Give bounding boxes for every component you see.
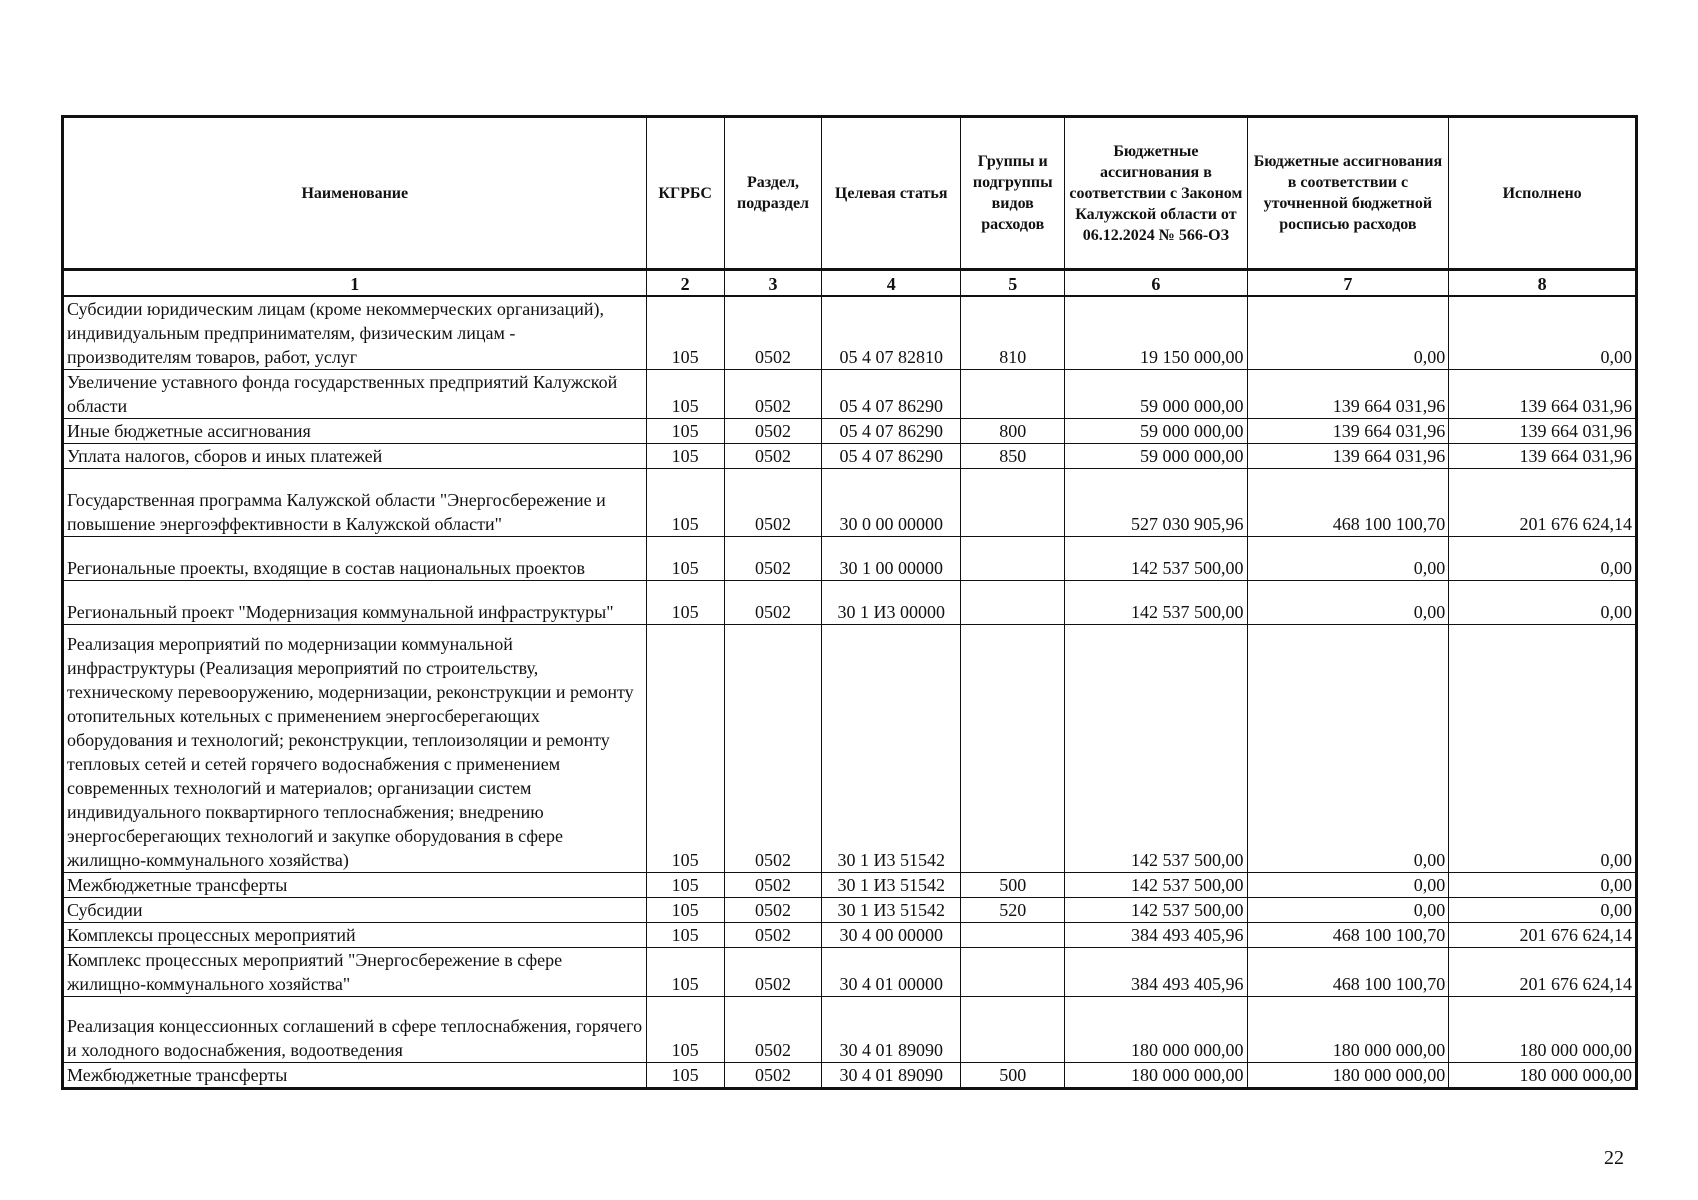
table-row	[63, 296, 1637, 370]
table-row	[63, 581, 1637, 625]
cell-executed: 0,00	[1449, 873, 1637, 898]
table-row	[63, 948, 1637, 997]
cell-section: 0502	[724, 1063, 822, 1089]
table-row	[63, 444, 1637, 469]
header-name: Наименование	[63, 117, 647, 270]
page-number: 22	[1604, 1147, 1624, 1169]
cell-kgrbs: 105	[646, 419, 724, 444]
cell-name: Реализация концессионных соглашений в сфере теплоснабжения, горячего и холодного водоснабжения, водоотведения	[63, 997, 647, 1063]
cell-law-allocation: 180 000 000,00	[1065, 997, 1247, 1063]
cell-expense-group	[961, 625, 1065, 873]
cell-refined-allocation: 0,00	[1247, 581, 1449, 625]
table-row	[63, 419, 1637, 444]
budget-execution-table	[61, 115, 1638, 1090]
header-section: Раздел, подраздел	[724, 117, 822, 270]
cell-target-article: 30 0 00 00000	[822, 469, 961, 537]
cell-law-allocation: 142 537 500,00	[1065, 537, 1247, 581]
header-executed: Исполнено	[1449, 117, 1637, 270]
cell-name: Комплекс процессных мероприятий "Энергосбережение в сфере жилищно-коммунального хозяйства"	[63, 948, 647, 997]
cell-section: 0502	[724, 419, 822, 444]
table-row	[63, 370, 1637, 419]
cell-expense-group	[961, 581, 1065, 625]
cell-name: Межбюджетные трансферты	[63, 1063, 647, 1089]
cell-executed: 139 664 031,96	[1449, 444, 1637, 469]
cell-section: 0502	[724, 625, 822, 873]
cell-target-article: 30 4 00 00000	[822, 923, 961, 948]
cell-target-article: 30 4 01 00000	[822, 948, 961, 997]
cell-section: 0502	[724, 370, 822, 419]
cell-kgrbs: 105	[646, 1063, 724, 1089]
cell-expense-group	[961, 923, 1065, 948]
cell-law-allocation: 180 000 000,00	[1065, 1063, 1247, 1089]
cell-refined-allocation: 139 664 031,96	[1247, 444, 1449, 469]
cell-refined-allocation: 468 100 100,70	[1247, 948, 1449, 997]
cell-executed: 201 676 624,14	[1449, 948, 1637, 997]
cell-kgrbs: 105	[646, 581, 724, 625]
cell-expense-group	[961, 537, 1065, 581]
cell-name: Увеличение уставного фонда государственных предприятий Калужской области	[63, 370, 647, 419]
cell-target-article: 30 1 И3 51542	[822, 898, 961, 923]
header-refined-allocation: Бюджетные ассигнования в соответствии с уточненной бюджетной росписью расходов	[1247, 117, 1449, 270]
cell-name: Уплата налогов, сборов и иных платежей	[63, 444, 647, 469]
cell-refined-allocation: 0,00	[1247, 898, 1449, 923]
cell-law-allocation: 59 000 000,00	[1065, 444, 1247, 469]
cell-executed: 180 000 000,00	[1449, 1063, 1637, 1089]
cell-section: 0502	[724, 469, 822, 537]
cell-refined-allocation: 468 100 100,70	[1247, 923, 1449, 948]
cell-target-article: 30 1 И3 51542	[822, 873, 961, 898]
cell-kgrbs: 105	[646, 444, 724, 469]
cell-section: 0502	[724, 923, 822, 948]
cell-refined-allocation: 0,00	[1247, 873, 1449, 898]
cell-section: 0502	[724, 581, 822, 625]
cell-law-allocation: 59 000 000,00	[1065, 419, 1247, 444]
cell-target-article: 05 4 07 86290	[822, 419, 961, 444]
cell-kgrbs: 105	[646, 873, 724, 898]
cell-refined-allocation: 139 664 031,96	[1247, 419, 1449, 444]
cell-expense-group: 520	[961, 898, 1065, 923]
cell-name: Субсидии юридическим лицам (кроме некоммерческих организаций), индивидуальным предпринимателям, физическим лицам - производителям товаров, работ, услуг	[63, 296, 647, 370]
cell-section: 0502	[724, 873, 822, 898]
cell-kgrbs: 105	[646, 997, 724, 1063]
column-number-row	[63, 270, 1637, 297]
table-row	[63, 923, 1637, 948]
cell-law-allocation: 142 537 500,00	[1065, 898, 1247, 923]
cell-target-article: 30 4 01 89090	[822, 997, 961, 1063]
cell-executed: 0,00	[1449, 537, 1637, 581]
header-target-article: Целевая статья	[822, 117, 961, 270]
cell-target-article: 30 1 И3 00000	[822, 581, 961, 625]
cell-name: Региональный проект "Модернизация коммунальной инфраструктуры"	[63, 581, 647, 625]
cell-name: Иные бюджетные ассигнования	[63, 419, 647, 444]
cell-section: 0502	[724, 997, 822, 1063]
cell-law-allocation: 19 150 000,00	[1065, 296, 1247, 370]
cell-name: Реализация мероприятий по модернизации коммунальной инфраструктуры (Реализация мероприятий по строительству, техническому перевооружению, модернизации, реконструкции и ремонту отопительных котельных с применением энергосберегающих оборудования и технологий; реконструкции, теплоизоляции и ремонту тепловых сетей и сетей горячего водоснабжения с применением современных технологий и материалов; организации систем индивидуального поквартирного теплоснабжения; внедрению энергосберегающих технологий и закупке оборудования в сфере жилищно-коммунального хозяйства)	[63, 625, 647, 873]
cell-name: Государственная программа Калужской области "Энергосбережение и повышение энергоэффективности в Калужской области"	[63, 469, 647, 537]
cell-target-article: 30 4 01 89090	[822, 1063, 961, 1089]
table-row	[63, 537, 1637, 581]
cell-kgrbs: 105	[646, 469, 724, 537]
table-row	[63, 898, 1637, 923]
cell-refined-allocation: 0,00	[1247, 296, 1449, 370]
cell-expense-group	[961, 370, 1065, 419]
cell-kgrbs: 105	[646, 537, 724, 581]
cell-name: Межбюджетные трансферты	[63, 873, 647, 898]
cell-refined-allocation: 180 000 000,00	[1247, 1063, 1449, 1089]
column-number: 4	[822, 270, 961, 297]
table-row	[63, 873, 1637, 898]
cell-executed: 201 676 624,14	[1449, 469, 1637, 537]
cell-law-allocation: 384 493 405,96	[1065, 923, 1247, 948]
column-number: 5	[961, 270, 1065, 297]
header-kgrbs: КГРБС	[646, 117, 724, 270]
cell-law-allocation: 142 537 500,00	[1065, 873, 1247, 898]
cell-target-article: 30 1 И3 51542	[822, 625, 961, 873]
cell-executed: 0,00	[1449, 625, 1637, 873]
cell-expense-group	[961, 997, 1065, 1063]
cell-kgrbs: 105	[646, 296, 724, 370]
cell-expense-group: 810	[961, 296, 1065, 370]
cell-executed: 0,00	[1449, 898, 1637, 923]
cell-refined-allocation: 180 000 000,00	[1247, 997, 1449, 1063]
header-law-allocation: Бюджетные ассигнования в соответствии с Законом Калужской области от 06.12.2024 № 566-ОЗ	[1065, 117, 1247, 270]
cell-target-article: 05 4 07 86290	[822, 444, 961, 469]
cell-kgrbs: 105	[646, 625, 724, 873]
cell-law-allocation: 59 000 000,00	[1065, 370, 1247, 419]
table-row	[63, 997, 1637, 1063]
cell-kgrbs: 105	[646, 923, 724, 948]
cell-refined-allocation: 0,00	[1247, 625, 1449, 873]
column-number: 7	[1247, 270, 1449, 297]
cell-name: Региональные проекты, входящие в состав национальных проектов	[63, 537, 647, 581]
cell-law-allocation: 527 030 905,96	[1065, 469, 1247, 537]
cell-law-allocation: 142 537 500,00	[1065, 581, 1247, 625]
cell-section: 0502	[724, 444, 822, 469]
cell-expense-group	[961, 469, 1065, 537]
cell-executed: 139 664 031,96	[1449, 370, 1637, 419]
cell-expense-group	[961, 948, 1065, 997]
cell-section: 0502	[724, 898, 822, 923]
table-row	[63, 469, 1637, 537]
header-expense-group: Группы и подгруппы видов расходов	[961, 117, 1065, 270]
cell-kgrbs: 105	[646, 948, 724, 997]
cell-refined-allocation: 139 664 031,96	[1247, 370, 1449, 419]
cell-kgrbs: 105	[646, 370, 724, 419]
cell-executed: 0,00	[1449, 296, 1637, 370]
cell-law-allocation: 142 537 500,00	[1065, 625, 1247, 873]
table-row	[63, 625, 1637, 873]
cell-refined-allocation: 0,00	[1247, 537, 1449, 581]
cell-refined-allocation: 468 100 100,70	[1247, 469, 1449, 537]
cell-target-article: 30 1 00 00000	[822, 537, 961, 581]
cell-executed: 0,00	[1449, 581, 1637, 625]
cell-expense-group: 850	[961, 444, 1065, 469]
cell-target-article: 05 4 07 82810	[822, 296, 961, 370]
cell-executed: 180 000 000,00	[1449, 997, 1637, 1063]
cell-section: 0502	[724, 537, 822, 581]
cell-name: Комплексы процессных мероприятий	[63, 923, 647, 948]
column-number: 3	[724, 270, 822, 297]
cell-name: Субсидии	[63, 898, 647, 923]
cell-executed: 139 664 031,96	[1449, 419, 1637, 444]
table-row	[63, 1063, 1637, 1089]
cell-section: 0502	[724, 948, 822, 997]
column-number: 1	[63, 270, 647, 297]
table-header-row	[63, 117, 1637, 270]
cell-executed: 201 676 624,14	[1449, 923, 1637, 948]
column-number: 2	[646, 270, 724, 297]
cell-expense-group: 800	[961, 419, 1065, 444]
column-number: 6	[1065, 270, 1247, 297]
cell-kgrbs: 105	[646, 898, 724, 923]
cell-law-allocation: 384 493 405,96	[1065, 948, 1247, 997]
cell-expense-group: 500	[961, 1063, 1065, 1089]
cell-expense-group: 500	[961, 873, 1065, 898]
cell-section: 0502	[724, 296, 822, 370]
cell-target-article: 05 4 07 86290	[822, 370, 961, 419]
column-number: 8	[1449, 270, 1637, 297]
